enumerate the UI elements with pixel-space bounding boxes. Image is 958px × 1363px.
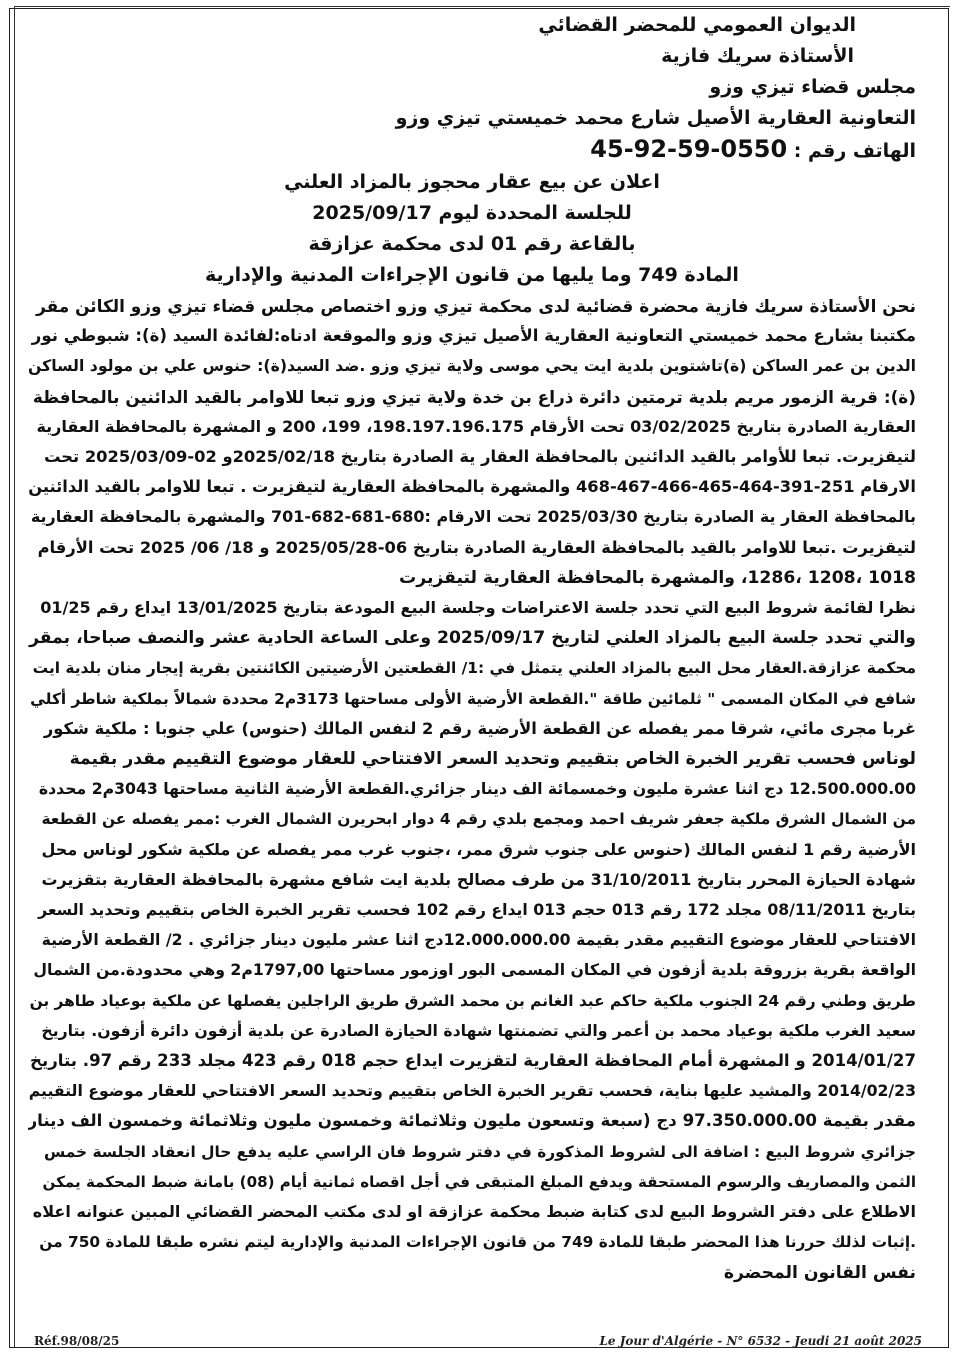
body-line: غربا مجرى مائي، شرقا ممر يفصله عن القطعة الأرضية رقم 2 لنفس المالك (حنوس) علي جنوبا : ملكية شكور <box>43 718 916 738</box>
office-name: الديوان العمومي للمحضر القضائي <box>538 14 856 36</box>
reference-number: Réf.98/08/25 <box>34 1334 120 1348</box>
body-line: سعيد الغرب ملكية بوعياد محمد بن أعمر والتي تضمنتها شهادة الحيازة الصادرة عن بلدية أزفون دائرة أزفون. بتاريخ <box>41 1020 916 1040</box>
body-line: بالمحافظة العقار ية الصادرة بتاريخ 2025/03/30 تحت الارقام :680-681-682-701 والمشهرة بالمحافظة العقارية <box>30 507 916 527</box>
body-line: نظرا لقائمة شروط البيع التي تحدد جلسة الاعتراضات وجلسة البيع المودعة بتاريخ 13/01/2025 ايداع رقم 01/25 <box>40 598 916 618</box>
notice-body <box>28 291 916 1288</box>
phone-line <box>28 134 916 167</box>
body-line: الثمن والمصاريف والرسوم المستحقة ويدفع المبلغ المتبقى في أجل اقصاه ثمانية أيام (08) بامانة ضبط المحكمة يمكن <box>42 1172 916 1191</box>
body-line: والتي تحدد جلسة البيع بالمزاد العلني لتاريخ 2025/09/17 وعلى الساعة الحادية عشر والنصف صباحا، بمقر <box>29 628 916 649</box>
phone-label: الهاتف رقم : <box>793 140 916 162</box>
title-block <box>28 167 916 291</box>
body-line: العقارية الصادرة بتاريخ 03/02/2025 تحت الأرقام 198.197.196.175، 199، 200 و المشهرة بالمحافظة العقارية <box>36 416 916 436</box>
header-block <box>28 10 916 167</box>
body-line: الدين بن عمر الساكن (ة)تاشتوين بلدية ايت يحي موسى ولاية تيزي وزو .ضد السيد(ة): حنوس علي بن مولود الساكن <box>28 356 916 376</box>
hall-number: بالقاعة رقم 01 لدى محكمة عزازقة <box>308 233 636 255</box>
body-line: الاطلاع على دفتر الشروط البيع لدى كتابة ضبط محكمة عزازقة او لدى مكتب المحضر القضائي المبين عنوانه اعلاه <box>32 1202 916 1222</box>
body-line: 2014/02/23 والمشيد عليها بناية، فحسب تقرير الخبرة الخاص بتقييم وتحديد السعر الافتتاحي للعقار موضوع التقييم <box>28 1081 916 1101</box>
bailiff-name: الأستاذة سريك فازية <box>661 45 854 67</box>
body-line: بتاريخ 08/11/2011 مجلد 172 رقم 013 حجم 013 ايداع رقم 102 فحسب تقرير الخبرة الخاص بتقييم وتحديد السعر <box>38 900 916 920</box>
body-line: الأرضية رقم 1 لنفس المالك (حنوس على جنوب شرق ممر، ،جنوب غرب ممر يفصله عن ملكية شكور لوناس محل <box>41 839 916 859</box>
body-line: (ة): قرية الزمور مريم بلدية ترمتين دائرة ذراع بن خدة ولاية تيزي وزو تبعا للاوامر بالقيد الدائنين بالمحافظة <box>32 386 916 407</box>
body-line: شافع في المكان المسمى " ثلمائين طاقة ".القطعة الأرضية الأولى مساحتها 3173م2 محددة شمالاً بملكية شاطر أكلي <box>30 689 916 708</box>
body-line: لتيقزيرت .تبعا للاوامر بالقيد بالمحافظة العقارية الصادرة بتاريخ 06-2025/05/28 و 18/ 06/ 2025 تحت الأرقام <box>37 537 916 557</box>
session-date: للجلسة المحددة ليوم 2025/09/17 <box>312 202 632 224</box>
legal-notice <box>28 10 916 1288</box>
body-line: الارقام 251-391-464-465-466-467-468 والمشهرة بالمحافظة العقارية لتيقزيرت . تبعا للاوامر بالقيد الدائنين <box>28 477 916 497</box>
publication-info: Le Jour d'Algérie - N° 6532 - Jeudi 21 août 2025 <box>599 1334 922 1348</box>
body-line: مكتبنا بشارع محمد خميستي التعاونية العقارية الأصيل تيزي وزو والموقعة ادناه:لفائدة السيد (ة): شبوطي نور <box>31 326 916 346</box>
legal-article: المادة 749 وما يليها من قانون الإجراءات المدنية والإدارية <box>205 264 739 286</box>
body-line: من الشمال الشرق ملكية جعفر شريف احمد ومجمع بلدي رقم 4 دوار ابحريرن الشمال الغرب :ممر يفصله عن القطعة <box>41 810 916 829</box>
phone-number: 45-92-59-0550 <box>590 135 788 163</box>
body-line: نفس القانون المحضرة <box>723 1262 916 1283</box>
body-line: نحن الأستاذة سريك فازية محضرة قضائية لدى محكمة تيزي وزو اختصاص مجلس قضاء تيزي وزو الكائن مقر <box>36 296 916 316</box>
body-line: مقدر بقيمة 97.350.000.00 دج (سبعة وتسعون مليون وثلاثمائة وخمسون مليون وثلاثمائة وخمسون الف دينار <box>28 1111 916 1131</box>
body-line: الواقعة بقرية بزروقة بلدية أزفون في المكان المسمى البور اوزمور مساحتها 1797,00م2 وهي محدودة.من الشمال <box>33 960 916 980</box>
body-line: جزائري شروط البيع : اضافة الى لشروط المذكورة في دفتر شروط فان الراسي عليه يدفع حال انعقاد الجلسة خمس <box>43 1142 916 1161</box>
body-line: لوناس فحسب تقرير الخبرة الخاص بتقييم وتحديد السعر الافتتاحي للعقار موضوع التقييم مقدر بقيمة <box>69 749 916 770</box>
body-line: محكمة عزازقة.العقار محل البيع بالمزاد العلني يتمثل في :1/ القطعتين الأرضيتين الكائنتين بقرية إيجار منان بلدية ايت <box>32 659 916 678</box>
body-line: 12.500.000.00 دج اثنا عشرة مليون وخمسمائة الف دينار جزائري.القطعة الأرضية الثانية مساحتها 3043م2 محددة <box>38 779 916 799</box>
body-line: طريق وطني رقم 24 الجنوب ملكية حاكم عبد الغانم بن محمد الشرق طريق الراجلين يفصلها عن ملكية بوعياد طاهر بن <box>29 991 916 1010</box>
body-line: لتيقزيرت. تبعا للأوامر بالقيد الدائنين بالمحافظة العقار ية الصادرة بتاريخ 2025/02/18و 02-2025/03/09 تحت <box>44 447 916 467</box>
body-line: 2014/01/27 و المشهرة أمام المحافظة العقارية لتقزيرت ايداع حجم 018 رقم 423 مجلد 233 رقم 97. بتاريخ <box>30 1051 916 1071</box>
notice-title: اعلان عن بيع عقار محجوز بالمزاد العلني <box>284 171 660 193</box>
court-council: مجلس قضاء تيزي وزو <box>709 76 916 98</box>
page-footer <box>0 1334 958 1358</box>
body-line: شهادة الحيازة المحرر بتاريخ 31/10/2011 من طرف مصالح بلدية ايت شافع مشهرة بالمحافظة العقارية بتقزيرت <box>41 869 916 889</box>
address: التعاونية العقارية الأصيل شارع محمد خميستي تيزي وزو <box>395 107 916 129</box>
body-line: .إثبات لذلك حررنا هذا المحضر طبقا للمادة 749 من قانون الإجراءات المدنية والإدارية ليتم نشره طبقا للمادة 750 من <box>39 1233 916 1252</box>
body-line: 1018 ،1208 ،1286، والمشهرة بالمحافظة العقارية لتيقزيرت <box>398 567 916 588</box>
body-line: الافتتاحي للعقار موضوع التقييم مقدر بقيمة 12.000.000.00دج اثنا عشر مليون دينار جزائري . 2/ القطعة الأرضية <box>41 930 916 950</box>
